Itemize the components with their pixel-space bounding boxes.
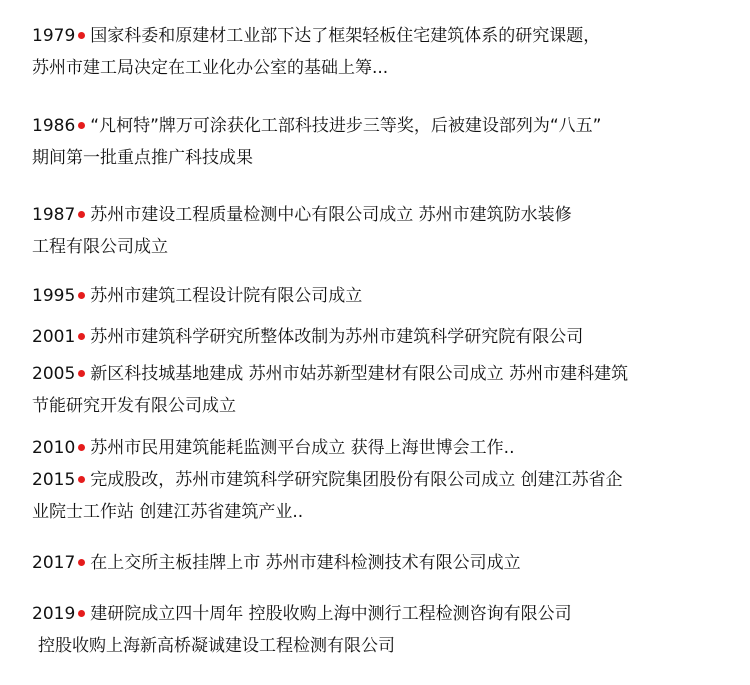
red-bullet-icon bbox=[78, 32, 85, 39]
entry-year: 1986 bbox=[32, 116, 76, 136]
entry-line bbox=[32, 358, 722, 390]
entry-text: 新区科技城基地建成 苏州市姑苏新型建材有限公司成立 苏州市建科建筑 bbox=[90, 364, 629, 384]
red-bullet-icon bbox=[78, 610, 85, 617]
entry-text: 在上交所主板挂牌上市 苏州市建科检测技术有限公司成立 bbox=[90, 553, 521, 573]
entry-text: 期间第一批重点推广科技成果 bbox=[32, 148, 253, 168]
entry-year: 1995 bbox=[32, 286, 76, 306]
entry-year: 2015 bbox=[32, 470, 76, 490]
entry-line bbox=[32, 20, 722, 52]
timeline-entry-1987 bbox=[32, 199, 722, 263]
entry-line bbox=[32, 390, 722, 422]
entry-line bbox=[32, 496, 722, 528]
red-bullet-icon bbox=[78, 211, 85, 218]
timeline-entry-2017 bbox=[32, 547, 722, 579]
entry-line bbox=[32, 464, 722, 496]
timeline-entry-1979 bbox=[32, 20, 722, 84]
red-bullet-icon bbox=[78, 122, 85, 129]
entry-year: 1979 bbox=[32, 26, 76, 46]
entry-line bbox=[32, 432, 722, 464]
entry-text: 控股收购上海新高桥凝诚建设工程检测有限公司 bbox=[38, 636, 395, 656]
entry-line bbox=[32, 52, 722, 84]
red-bullet-icon bbox=[78, 292, 85, 299]
entry-line bbox=[32, 321, 722, 353]
entry-line bbox=[32, 199, 722, 231]
entry-text: 苏州市民用建筑能耗监测平台成立 获得上海世博会工作.. bbox=[90, 438, 515, 458]
entry-text: 节能研究开发有限公司成立 bbox=[32, 396, 236, 416]
timeline-entry-2015 bbox=[32, 464, 722, 528]
timeline-entry-2005 bbox=[32, 358, 722, 422]
entry-line bbox=[32, 110, 722, 142]
entry-year: 2017 bbox=[32, 553, 76, 573]
red-bullet-icon bbox=[78, 370, 85, 377]
entry-text: 苏州市建筑科学研究所整体改制为苏州市建筑科学研究院有限公司 bbox=[90, 327, 584, 347]
entry-text: 工程有限公司成立 bbox=[32, 237, 168, 257]
timeline-entry-2019 bbox=[32, 598, 722, 662]
timeline-entry-2001 bbox=[32, 321, 722, 353]
red-bullet-icon bbox=[78, 444, 85, 451]
red-bullet-icon bbox=[78, 476, 85, 483]
red-bullet-icon bbox=[78, 559, 85, 566]
entry-text: 苏州市建筑工程设计院有限公司成立 bbox=[90, 286, 363, 306]
entry-year: 2005 bbox=[32, 364, 76, 384]
entry-text: 建研院成立四十周年 控股收购上海中测行工程检测咨询有限公司 bbox=[90, 604, 572, 624]
entry-line bbox=[32, 231, 722, 263]
entry-year: 2010 bbox=[32, 438, 76, 458]
entry-text: 苏州市建设工程质量检测中心有限公司成立 苏州市建筑防水装修 bbox=[90, 205, 572, 225]
timeline-entry-1995 bbox=[32, 280, 722, 312]
entry-year: 1987 bbox=[32, 205, 76, 225]
entry-text: 苏州市建工局决定在工业化办公室的基础上筹... bbox=[32, 58, 389, 78]
entry-text: 国家科委和原建材工业部下达了框架轻板住宅建筑体系的研究课题， bbox=[90, 26, 601, 46]
entry-line bbox=[32, 547, 722, 579]
red-bullet-icon bbox=[78, 333, 85, 340]
entry-line bbox=[32, 630, 722, 662]
entry-line bbox=[32, 142, 722, 174]
entry-text: 完成股改，苏州市建筑科学研究院集团股份有限公司成立 创建江苏省企 bbox=[90, 470, 623, 490]
entry-text: “凡柯特”牌万可涂获化工部科技进步三等奖，后被建设部列为“八五” bbox=[90, 116, 602, 136]
entry-year: 2001 bbox=[32, 327, 76, 347]
timeline-entry-2010 bbox=[32, 432, 722, 464]
entry-line bbox=[32, 280, 722, 312]
entry-text: 业院士工作站 创建江苏省建筑产业.. bbox=[32, 502, 304, 522]
entry-line bbox=[32, 598, 722, 630]
entry-year: 2019 bbox=[32, 604, 76, 624]
timeline-entry-1986 bbox=[32, 110, 722, 174]
